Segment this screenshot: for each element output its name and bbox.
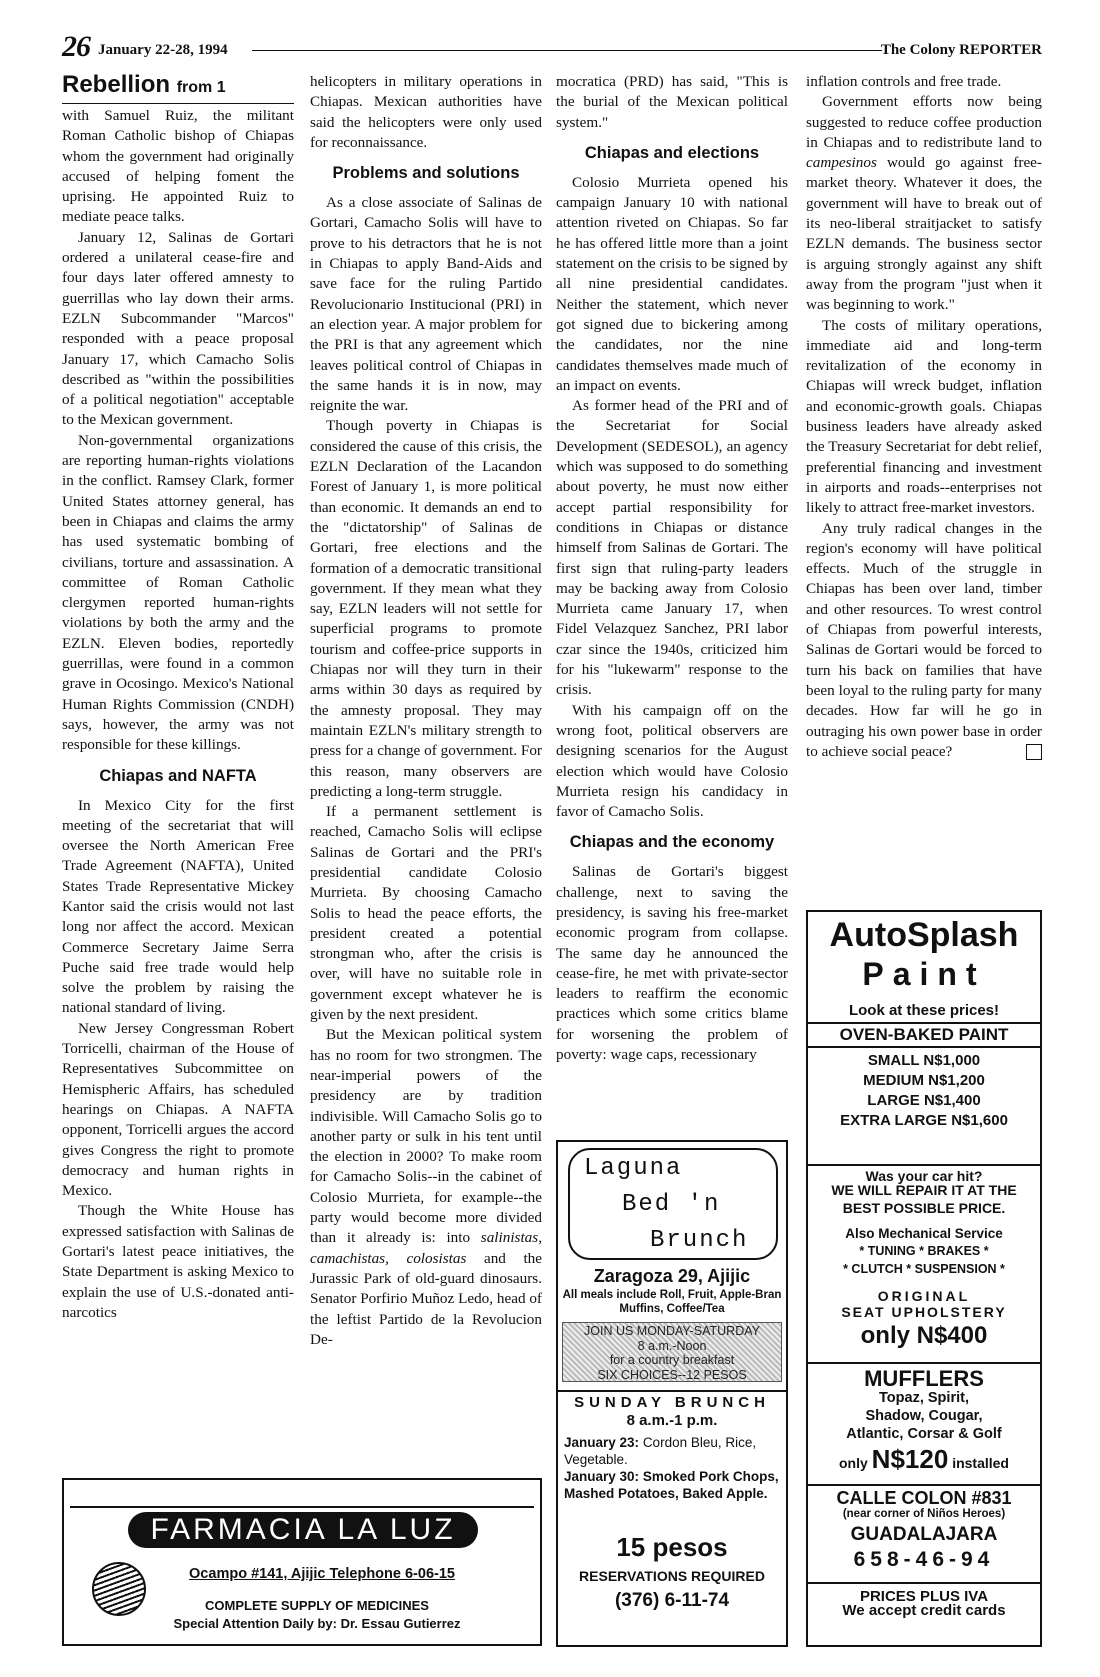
price-small: SMALL N$1,000	[867, 1052, 981, 1069]
article-title: Rebellion from 1	[62, 72, 294, 104]
page-number: 26	[62, 30, 90, 63]
autosplash-paint: Paint	[862, 956, 986, 992]
autosplash-ad	[806, 910, 1042, 1647]
farmacia-name: FARMACIA LA LUZ	[128, 1512, 478, 1548]
car-models-3: Atlantic, Corsar & Golf	[846, 1426, 1002, 1442]
laguna-ad	[556, 1140, 788, 1647]
autosplash-oven: OVEN-BAKED PAINT	[808, 1022, 1040, 1048]
end-mark	[1026, 744, 1042, 760]
car-models-1: Topaz, Spirit,	[879, 1390, 969, 1406]
page-header	[62, 30, 1042, 66]
laguna-phone: (376) 6-11-74	[614, 1590, 730, 1611]
breakfast-line: SIX CHOICES--12 PESOS	[597, 1367, 747, 1382]
mufflers-heading: MUFFLERS	[808, 1362, 1040, 1392]
issue-date: January 22-28, 1994	[98, 42, 228, 58]
laguna-meals: All meals include Roll, Fruit, Apple-Bran Muffins, Coffee/Tea	[562, 1289, 782, 1315]
laguna-breakfast-box	[562, 1322, 782, 1382]
menu-items: Smoked Pork Chops, Mashed Potatoes, Baked Apple.	[564, 1469, 779, 1501]
autosplash-near: (near corner of Niños Heroes)	[842, 1508, 1006, 1520]
section-heading-problems: Problems and solutions	[332, 164, 520, 183]
prices-plus-iva: PRICES PLUS IVA	[808, 1582, 1040, 1605]
clutch-suspension: * CLUTCH * SUSPENSION *	[843, 1262, 1005, 1276]
article-column-2: helicopters in military operations in Chiapas. Mexican authorities have said the helicopters were only used for reconnaissance. Problems and solutions As a close associate of Salinas de Gortari, Camacho Solis will have to prove to his detractors that he is not in Chiapas to apply Band-Aids and save face for the ruling Partido Revolucionario Institucional (PRI) in an election year. A major problem for the PRI is that any agreement which leaves political control of Chiapas in the same hands it is in now, may reignite the war. Though poverty in Chiapas is considered the cause of this crisis, the EZLN Declaration of the Lacandon Forest of January 1, is more political than economic. It demands an end to the "dictatorship" of Salinas de Gortari, free elections and the formation of a democratic transitional government. If they mean what they say, EZLN leaders will not settle for superficial programs to promote tourism and coffee-price supports in Chiapas nor will they turn in their arms within 30 days as required by the amnesty proposal. They may maintain EZLN's military strength to press for a change of government. For this reason, many observers are predicting a long-term struggle. If a permanent settlement is reached, Camacho Solis will eclipse Salinas de Gortari and the PRI's presidential candidate Colosio Murrieta. By choosing Camacho Solis to head the peace efforts, the president created a potential strongman who, after the crisis is over, will have no suitable role in government except whatever he is given by the next president. But the Mexican political system has no room for two strongmen. The near-imperial powers of the presidency are by tradition indivisible. Will Camacho Solis go to another party or sulk in his tent until the election in 2000? To make room for Camacho Solis--in the cabinet of Colosio Murrieta, for example--the party would become more divided than it already is: into salinistas, camachistas, colosistas and the Jurassic Park of old-guard dinosaurs. Senator Porfirio Muñoz Ledo, head of the leftist Partido de la Revolucion De-	[310, 73, 542, 1348]
seat-upholstery: SEAT UPHOLSTERY	[841, 1304, 1007, 1320]
tuning-brakes: * TUNING * BRAKES *	[859, 1244, 989, 1258]
menu-items: Cordon Bleu, Rice, Vegetable.	[564, 1435, 757, 1467]
laguna-logo	[568, 1148, 778, 1260]
repair-line-2: BEST POSSIBLE PRICE.	[842, 1200, 1006, 1216]
farmacia-attention: Special Attention Daily by: Dr. Essau Gutierrez	[173, 1616, 461, 1631]
upholstery-price: only N$400	[860, 1322, 988, 1349]
laguna-address: Zaragoza 29, Ajijic	[593, 1266, 751, 1286]
header-rule	[252, 50, 882, 51]
reservations-note: RESERVATIONS REQUIRED	[579, 1568, 765, 1584]
autosplash-title: AutoSplash	[829, 916, 1019, 954]
autosplash-city: GUADALAJARA	[850, 1524, 998, 1545]
farmacia-ad	[62, 1478, 542, 1646]
car-hit-question: Was your car hit?	[808, 1164, 1040, 1184]
breakfast-line: 8 a.m.-Noon	[637, 1338, 707, 1353]
brunch-menu	[564, 1434, 780, 1502]
article-column-1: Rebellion from 1 with Samuel Ruiz, the militant Roman Catholic bishop of Chiapas whom the government had originally accused of helping foment the uprising. He appointed Ruiz to mediate peace talks. January 12, Salinas de Gortari ordered a unilateral cease-fire and four days later offered amnesty to guerrillas who lay down their arms. EZLN Subcommander "Marcos" responded with a peace proposal January 17, which Camacho Solis described as "within the possibilities of a political negotiation" acceptable to the Mexican government. Non-governmental organizations are reporting human-rights violations in the conflict. Ramsey Clark, former United States attorney general, has been in Chiapas and claims the army has used systematic bombing of civilians, torture and assassination. A committee of Roman Catholic clergymen reported human-rights violations by both the army and the EZLN. Eleven bodies, reportedly guerrillas, were found in a common grave in Ocosingo. Mexico's National Human Rights Commission (CNDH) says, however, the army was not responsible for these killings. Chiapas and NAFTA In Mexico City for the first meeting of the secretariat that will oversee the North American Free Trade Agreement (NAFTA), United States Trade Representative Mickey Kantor said the crisis would not last long nor affect the accord. Mexican Commerce Secretary Jaime Serra Puche said free trade would help solve the problem by raising the national standard of living. New Jersey Congressman Robert Torricelli, chairman of the House of Representatives Subcommittee on Hemispheric Affairs, has scheduled hearings on Chiapas. A NAFTA opponent, Torricelli argues the accord gives Congress the right to promote democracy and human rights in Mexico. Though the White House has expressed satisfaction with Salinas de Gortari's latest peace initiatives, the State Department is asking Mexico to explain the use of U.S.-donated anti-narcotics	[62, 72, 294, 1321]
autosplash-address: CALLE COLON #831	[808, 1484, 1040, 1509]
price-medium: MEDIUM N$1,200	[863, 1072, 985, 1089]
autosplash-phone: 658-46-94	[853, 1548, 995, 1571]
laguna-name-line1: Laguna	[584, 1155, 683, 1182]
breakfast-line: JOIN US MONDAY-SATURDAY	[584, 1324, 760, 1338]
mechanical-service: Also Mechanical Service	[845, 1226, 1003, 1241]
laguna-name-line3: Brunch	[650, 1227, 749, 1254]
autosplash-tagline: Look at these prices!	[848, 1002, 1000, 1019]
muffler-price	[808, 1444, 1040, 1475]
article-column-4: inflation controls and free trade. Government efforts now being suggested to reduce coffee production in Chiapas and to redistribute land to campesinos would go against free-market theory. Whatever it does, the government will have to break out of its neo-liberal straitjacket to satisfy EZLN demands. The business sector is arguing strongly against any shift away from the program "just when it was beginning to work." The costs of military operations, immediate aid and long-term revitalization of the economy in Chiapas will wreck budget, inflation and economic-growth goals. Chiapas business leaders have already asked the Treasury Secretariat for debt relief, preferential financing and investment in airports and roads--enterprises not likely to attract free-market investors. Any truly radical changes in the region's economy will have political effects. Much of the struggle in Chiapas has been over land, timber and other resources. To wrest control of Chiapas from powerful interests, Salinas de Gortari would be forced to turn his back on families that have been loyal to the ruling party for many decades. How far will he go in outraging his own power base in order to achieve social peace?	[806, 73, 1042, 760]
price-extra-large: EXTRA LARGE N$1,600	[840, 1112, 1008, 1129]
ad-rule	[70, 1506, 534, 1508]
farmacia-supply: COMPLETE SUPPLY OF MEDICINES	[205, 1598, 429, 1613]
article-column-3: mocratica (PRD) has said, "This is the burial of the Mexican political system." Chiapas and elections Colosio Murrieta opened his campaign January 10 with national attention riveted on Chiapas. So far he has offered little more than a joint statement on the crisis to be signed by all nine presidential candidates. Neither the statement, which never got signed due to bickering among the candidates, nor the nine candidates themselves made much of an impact on events. As former head of the PRI and of the Secretariat for Social Development (SEDESOL), an agency which was supposed to do something about poverty, he must now either accept partial responsibility for conditions in Chiapas or distance himself from Salinas de Gortari. The first sign that ruling-party leaders may be backing away from Colosio Murrieta came January 17, when Fidel Velazquez Sanchez, PRI labor czar since the 1940s, criticized him for his "lukewarm" response to the crisis. With his campaign off on the wrong foot, political observers are designing scenarios for the August election which would have Colosio Murrieta resign his candidacy in favor of Camacho Solis. Chiapas and the economy Salinas de Gortari's biggest challenge, next to saving the presidency, is saving his free-market economic program from collapse. The same day he announced the cease-fire, he met with private-sector leaders to reaffirm the economic practices which some critics blame for worsening the problem of poverty: wage caps, recessionary	[556, 73, 788, 1064]
farmacia-address: Ocampo #141, Ajijic Telephone 6-06-15	[189, 1566, 455, 1582]
section-heading-elections: Chiapas and elections	[584, 143, 760, 162]
laguna-name-line2: Bed 'n	[622, 1191, 721, 1218]
newspaper-name: The Colony REPORTER	[880, 42, 1042, 58]
only-label: only	[839, 1455, 868, 1471]
section-heading-nafta: Chiapas and NAFTA	[99, 766, 257, 785]
original-label: ORIGINAL	[877, 1288, 971, 1304]
installed-label: installed	[952, 1455, 1009, 1471]
menu-date: January 23:	[564, 1435, 640, 1450]
sunday-brunch-heading: SUNDAY BRUNCH	[558, 1390, 786, 1411]
car-models-2: Shadow, Cougar,	[865, 1408, 983, 1424]
brunch-time: 8 a.m.-1 p.m.	[626, 1412, 718, 1429]
menu-date: January 30:	[564, 1469, 640, 1484]
price-large: LARGE N$1,400	[867, 1092, 981, 1109]
brunch-price: 15 pesos	[616, 1532, 728, 1562]
section-heading-economy: Chiapas and the economy	[569, 833, 775, 852]
muffler-price-value: N$120	[871, 1444, 949, 1474]
credit-cards: We accept credit cards	[842, 1602, 1006, 1619]
breakfast-line: for a country breakfast	[609, 1353, 735, 1367]
repair-line-1: WE WILL REPAIR IT AT THE	[831, 1182, 1017, 1198]
